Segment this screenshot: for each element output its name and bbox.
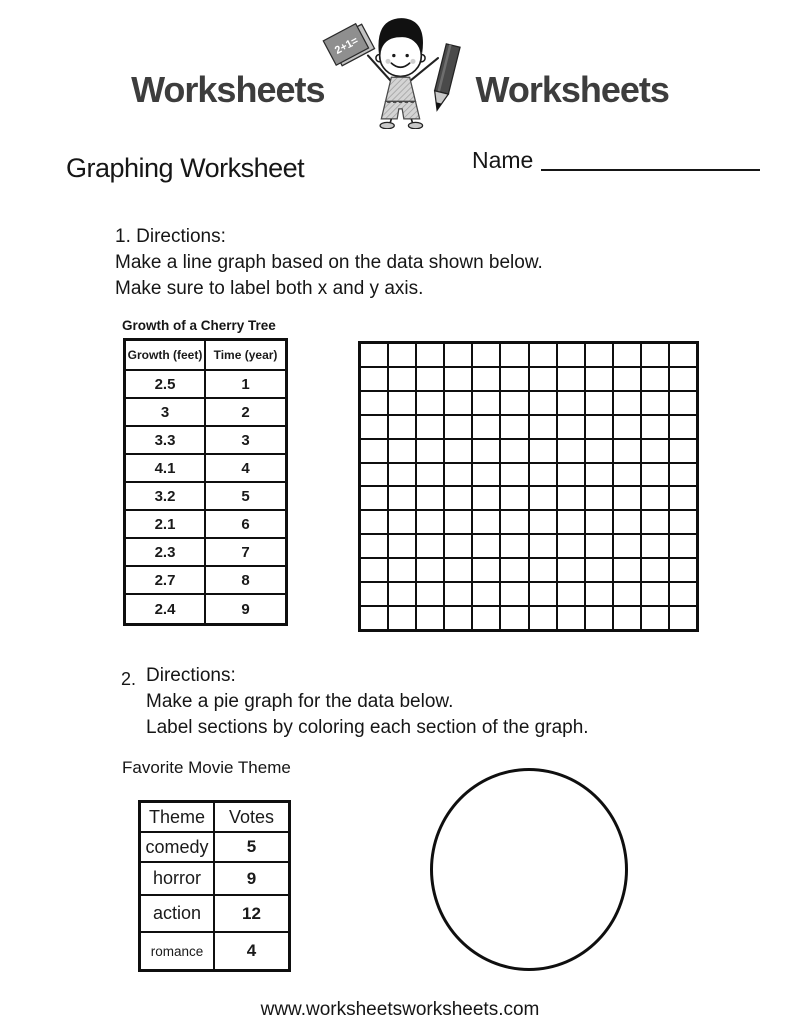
grid-cell xyxy=(642,440,668,462)
table-row xyxy=(126,371,285,399)
page-title: Graphing Worksheet xyxy=(66,153,305,183)
grid-cell xyxy=(614,559,640,581)
grid-cell xyxy=(670,344,696,366)
grid-cell xyxy=(473,487,499,509)
growth-value: 2.3 xyxy=(126,539,206,567)
theme-value: horror xyxy=(141,863,215,896)
svg-text:2+1=: 2+1= xyxy=(332,34,360,57)
time-value: 7 xyxy=(206,539,285,567)
mascot-kid-illustration xyxy=(313,8,488,129)
grid-cell xyxy=(530,344,556,366)
grid-cell xyxy=(389,368,415,390)
growth-value: 3.2 xyxy=(126,483,206,511)
grid-cell xyxy=(473,392,499,414)
grid-cell xyxy=(501,344,527,366)
grid-cell xyxy=(614,487,640,509)
table-row xyxy=(126,567,285,595)
grid-cell xyxy=(417,607,443,629)
grid-cell xyxy=(417,392,443,414)
time-value: 9 xyxy=(241,600,250,618)
table-row xyxy=(126,455,285,483)
grid-cell xyxy=(530,583,556,605)
grid-cell xyxy=(361,559,387,581)
grid-cell xyxy=(642,368,668,390)
grid-cell xyxy=(614,392,640,414)
grid-cell xyxy=(501,368,527,390)
growth-value: 2.7 xyxy=(126,567,206,595)
grid-cell xyxy=(586,464,612,486)
grid-cell xyxy=(558,440,584,462)
table-row xyxy=(126,539,285,567)
time-value: 2 xyxy=(206,399,285,427)
grid-cell xyxy=(445,607,471,629)
grid-cell xyxy=(361,607,387,629)
grid-cell xyxy=(614,416,640,438)
grid-cell xyxy=(361,464,387,486)
table-row xyxy=(126,511,285,539)
votes-value: 4 xyxy=(246,941,257,960)
grid-cell xyxy=(389,416,415,438)
grid-cell xyxy=(445,392,471,414)
table-row xyxy=(126,399,285,427)
grid-cell xyxy=(642,344,668,366)
grid-cell xyxy=(501,535,527,557)
grid-cell xyxy=(670,607,696,629)
grid-cell xyxy=(558,583,584,605)
table-row xyxy=(126,483,285,511)
grid-cell xyxy=(473,440,499,462)
directions-1 xyxy=(115,224,543,302)
grid-cell xyxy=(389,511,415,533)
table-row xyxy=(141,933,288,969)
grid-cell xyxy=(558,464,584,486)
table-row xyxy=(126,427,285,455)
theme-value: comedy xyxy=(141,833,215,863)
grid-cell xyxy=(501,464,527,486)
grid-cell xyxy=(501,440,527,462)
grid-cell xyxy=(530,464,556,486)
name-field xyxy=(472,147,760,174)
grid-cell xyxy=(417,511,443,533)
grid-cell xyxy=(361,511,387,533)
growth-value: 2.1 xyxy=(126,511,206,539)
table-header-row xyxy=(126,341,285,371)
grid-cell xyxy=(586,511,612,533)
grid-cell xyxy=(558,392,584,414)
grid-cell xyxy=(586,416,612,438)
table-row xyxy=(141,896,288,933)
grid-cell xyxy=(445,583,471,605)
growth-value: 3 xyxy=(126,399,206,427)
grid-cell xyxy=(473,607,499,629)
grid-cell xyxy=(445,535,471,557)
grid-cell xyxy=(417,559,443,581)
table-row xyxy=(141,863,288,896)
grid-cell xyxy=(361,440,387,462)
grid-cell xyxy=(670,583,696,605)
time-value: 4 xyxy=(206,455,285,483)
grid-cell xyxy=(361,487,387,509)
grid-cell xyxy=(417,535,443,557)
grid-cell xyxy=(530,487,556,509)
time-value: 6 xyxy=(206,511,285,539)
grid-cell xyxy=(361,535,387,557)
grid-cell xyxy=(558,344,584,366)
grid-cell xyxy=(558,511,584,533)
theme-value: romance xyxy=(141,933,215,969)
grid-cell xyxy=(417,440,443,462)
grid-cell xyxy=(670,487,696,509)
grid-cell xyxy=(642,607,668,629)
grid-cell xyxy=(473,416,499,438)
theme-value: action xyxy=(141,896,215,933)
table-header-row xyxy=(141,803,288,833)
grid-cell xyxy=(530,392,556,414)
grid-cell xyxy=(586,487,612,509)
grid-cell xyxy=(501,416,527,438)
grid-cell xyxy=(642,559,668,581)
grid-cell xyxy=(501,583,527,605)
grid-cell xyxy=(670,416,696,438)
logo-text-left: Worksheets xyxy=(131,69,325,110)
grid-cell xyxy=(670,559,696,581)
grid-cell xyxy=(642,583,668,605)
grid-cell xyxy=(558,416,584,438)
grid-cell xyxy=(614,464,640,486)
grid-cell xyxy=(417,344,443,366)
grid-cell xyxy=(670,535,696,557)
col-header-time: Time (year) xyxy=(206,341,285,371)
grid-cell xyxy=(586,559,612,581)
grid-cell xyxy=(586,368,612,390)
grid-cell xyxy=(670,368,696,390)
grid-cell xyxy=(642,464,668,486)
grid-cell xyxy=(558,607,584,629)
cherry-tree-table xyxy=(123,338,288,626)
grid-cell xyxy=(361,344,387,366)
grid-cell xyxy=(501,607,527,629)
grid-cell xyxy=(389,440,415,462)
grid-cell xyxy=(473,511,499,533)
col-header-growth: Growth (feet) xyxy=(126,341,206,371)
papers-icon xyxy=(323,21,374,68)
grid-cell xyxy=(389,559,415,581)
grid-cell xyxy=(389,583,415,605)
grid-cell xyxy=(614,535,640,557)
grid-cell xyxy=(642,416,668,438)
growth-value: 4.1 xyxy=(126,455,206,483)
grid-cell xyxy=(586,344,612,366)
directions-1-line2: Make sure to label both x and y axis. xyxy=(115,278,424,299)
time-value: 3 xyxy=(206,427,285,455)
grid-cell xyxy=(530,416,556,438)
directions-2-line1: Make a pie graph for the data below. xyxy=(146,691,454,712)
votes-value: 5 xyxy=(215,833,288,863)
footer-url: www.worksheetsworksheets.com xyxy=(260,999,540,1020)
grid-cell xyxy=(417,487,443,509)
logo-text-right: Worksheets xyxy=(475,69,669,110)
grid-cell xyxy=(558,487,584,509)
grid-cell xyxy=(530,511,556,533)
votes-value: 9 xyxy=(215,863,288,896)
directions-2-number: 2. xyxy=(121,669,137,689)
pencil-icon xyxy=(430,44,460,112)
directions-1-heading: 1. Directions: xyxy=(115,226,226,247)
table2-title: Favorite Movie Theme xyxy=(122,758,291,777)
grid-cell xyxy=(530,559,556,581)
grid-cell xyxy=(389,535,415,557)
grid-cell xyxy=(642,487,668,509)
grid-cell xyxy=(614,583,640,605)
grid-cell xyxy=(445,511,471,533)
grid-cell xyxy=(445,344,471,366)
grid-cell xyxy=(445,487,471,509)
grid-cell xyxy=(642,535,668,557)
grid-cell xyxy=(530,535,556,557)
time-value: 1 xyxy=(206,371,285,399)
logo xyxy=(0,8,800,129)
grid-cell xyxy=(361,368,387,390)
name-label: Name xyxy=(472,147,534,173)
grid-cell xyxy=(445,440,471,462)
grid-cell xyxy=(670,464,696,486)
grid-cell xyxy=(614,607,640,629)
grid-cell xyxy=(586,535,612,557)
grid-cell xyxy=(417,464,443,486)
col-header-votes: Votes xyxy=(215,803,288,833)
votes-value: 12 xyxy=(215,896,288,933)
time-value: 5 xyxy=(206,483,285,511)
grid-cell xyxy=(389,487,415,509)
grid-cell xyxy=(670,511,696,533)
table-row xyxy=(126,595,285,623)
table-row xyxy=(141,833,288,863)
table1-title: Growth of a Cherry Tree xyxy=(122,318,276,333)
grid-cell xyxy=(501,559,527,581)
grid-cell xyxy=(417,583,443,605)
directions-2 xyxy=(146,663,589,741)
grid-cell xyxy=(473,535,499,557)
directions-2-line2: Label sections by coloring each section of the graph. xyxy=(146,717,589,738)
growth-value: 3.3 xyxy=(126,427,206,455)
grid-cell xyxy=(361,392,387,414)
grid-cell xyxy=(389,344,415,366)
grid-cell xyxy=(586,392,612,414)
directions-1-line1: Make a line graph based on the data shown below. xyxy=(115,252,543,273)
grid-cell xyxy=(389,464,415,486)
grid-cell xyxy=(614,344,640,366)
grid-cell xyxy=(501,487,527,509)
grid-cell xyxy=(558,368,584,390)
pie-chart-placeholder xyxy=(430,768,628,971)
grid-cell xyxy=(530,440,556,462)
grid-cell xyxy=(389,392,415,414)
grid-cell xyxy=(473,344,499,366)
name-blank-line xyxy=(541,169,760,171)
grid-cell xyxy=(530,607,556,629)
grid-cell xyxy=(501,392,527,414)
grid-cell xyxy=(530,368,556,390)
grid-cell xyxy=(642,392,668,414)
grid-cell xyxy=(670,392,696,414)
directions-2-heading: Directions: xyxy=(146,665,236,686)
grid-cell xyxy=(586,607,612,629)
grid-cell xyxy=(389,607,415,629)
grid-cell xyxy=(614,368,640,390)
grid-cell xyxy=(361,583,387,605)
grid-cell xyxy=(445,464,471,486)
grid-cell xyxy=(473,559,499,581)
growth-value: 2.5 xyxy=(126,371,206,399)
grid-cell xyxy=(614,440,640,462)
grid-cell xyxy=(558,535,584,557)
grid-cell xyxy=(445,416,471,438)
grid-cell xyxy=(473,464,499,486)
grid-cell xyxy=(670,440,696,462)
grid-cell xyxy=(586,583,612,605)
col-header-theme: Theme xyxy=(141,803,215,833)
time-value: 8 xyxy=(206,567,285,595)
movie-theme-table xyxy=(138,800,291,972)
grid-cell xyxy=(417,368,443,390)
grid-cell xyxy=(417,416,443,438)
grid-cell xyxy=(586,440,612,462)
grid-cell xyxy=(614,511,640,533)
grid-cell xyxy=(473,583,499,605)
grid-cell xyxy=(361,416,387,438)
grid-cell xyxy=(501,511,527,533)
graph-grid xyxy=(358,341,699,632)
grid-cell xyxy=(642,511,668,533)
grid-cell xyxy=(445,368,471,390)
grid-cell xyxy=(558,559,584,581)
grid-cell xyxy=(445,559,471,581)
growth-value: 2.4 xyxy=(126,595,206,623)
grid-cell xyxy=(473,368,499,390)
